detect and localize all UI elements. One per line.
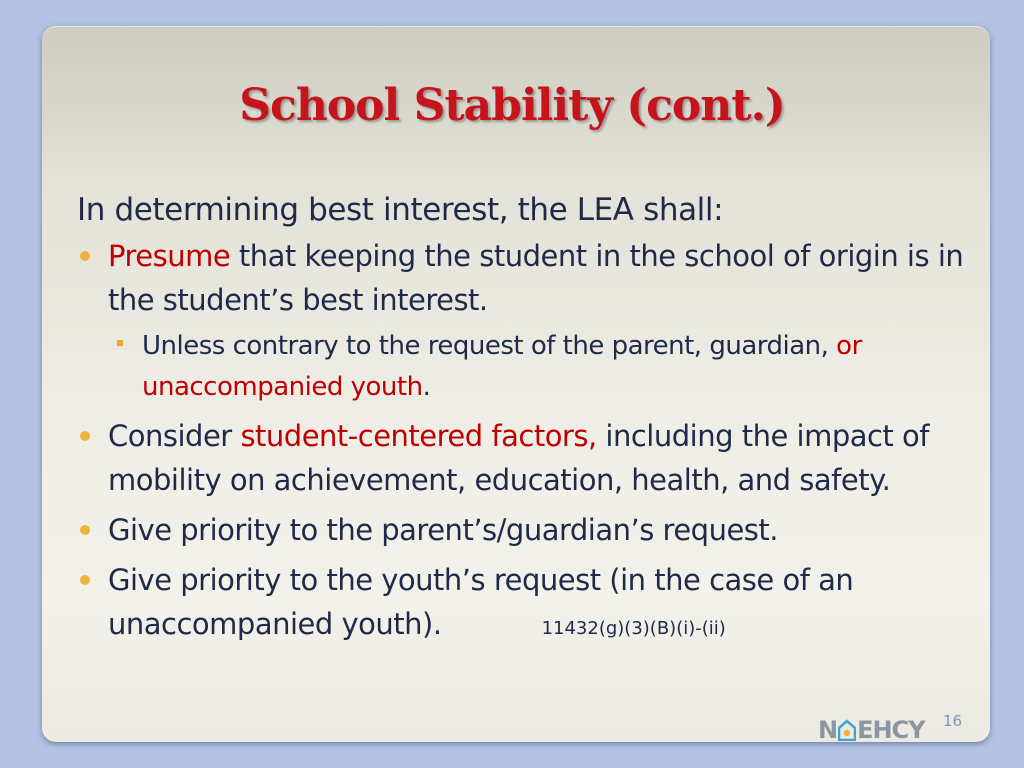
logo-suffix: EHCY — [857, 716, 925, 744]
bullet-dot-icon — [80, 575, 90, 585]
bullet-presume — [77, 234, 967, 322]
bullet-dot-icon — [80, 525, 90, 535]
page-number: 16 — [943, 712, 963, 730]
house-icon — [838, 719, 856, 741]
bullet-text: Give priority to the youth’s request (in the case of an unaccompanied youth). — [108, 563, 854, 641]
bullet-consider — [77, 414, 967, 502]
bullet-text: that keeping the student in the school of origin is in the student’s best interest. — [108, 239, 964, 317]
slide-title: School Stability (cont.) — [239, 80, 785, 131]
bullet-text: Give priority to the parent’s/guardian’s request. — [108, 513, 778, 547]
bullet-text: including the impact of mobility on achievement, education, health, and safety. — [108, 419, 929, 497]
bullet-highlight: Presume — [108, 239, 231, 273]
intro-text: In determining best interest, the LEA shall: — [77, 192, 724, 228]
sub-bullet-text: Unless contrary to the request of the parent, guardian, — [142, 331, 837, 361]
bullet-lead: Consider — [108, 419, 241, 453]
slide-body — [77, 187, 967, 657]
bullet-youth-priority — [77, 558, 967, 651]
sub-bullet-tail: . — [422, 372, 431, 402]
bullet-dot-icon — [80, 251, 90, 261]
nchey-logo — [818, 716, 925, 744]
bullet-parent-priority — [77, 508, 967, 552]
logo-prefix: N — [818, 716, 838, 744]
sub-bullet-highlight: or unaccompanied youth — [142, 331, 862, 402]
square-bullet-icon — [117, 340, 123, 346]
citation: 11432(g)(3)(B)(i)-(ii) — [541, 618, 726, 639]
bullet-dot-icon — [80, 431, 90, 441]
bullet-highlight: student-centered factors, — [240, 419, 597, 453]
sub-bullet-unless — [77, 326, 967, 408]
